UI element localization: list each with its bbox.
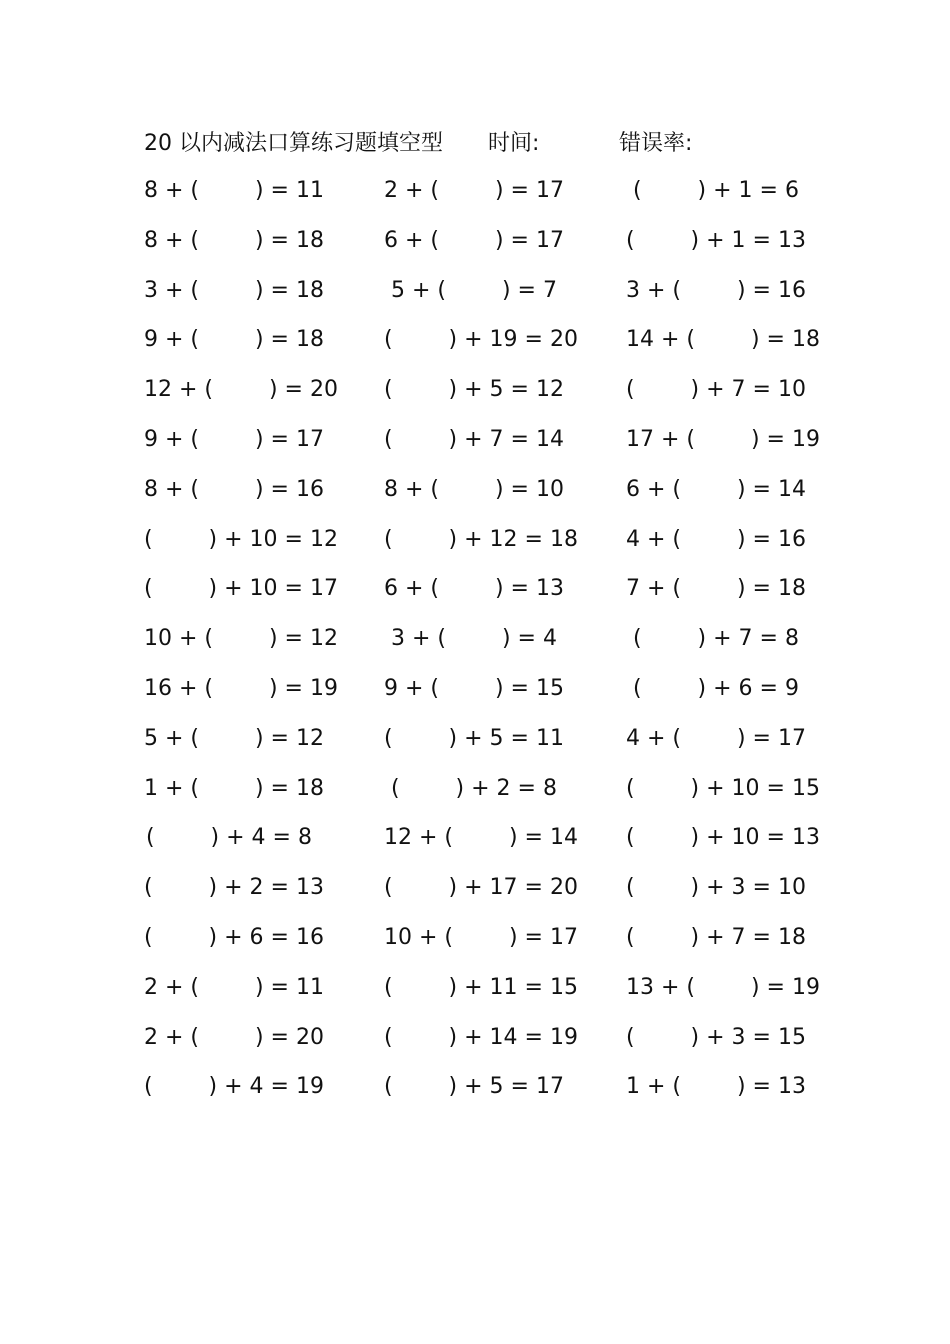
problem-item: 7 + ( ) = 18 xyxy=(626,576,806,602)
problem-item: ( ) + 11 = 15 xyxy=(384,974,578,1000)
problem-item: 2 + ( ) = 17 xyxy=(384,178,564,203)
problem-row xyxy=(0,1013,950,1063)
problem-item: ( ) + 6 = 9 xyxy=(633,675,799,701)
problem-row xyxy=(0,764,950,814)
problem-item: 10 + ( ) = 12 xyxy=(144,626,338,652)
problem-item: ( ) + 1 = 6 xyxy=(633,178,799,203)
problem-item: ( ) + 7 = 10 xyxy=(626,377,806,403)
problem-row xyxy=(0,863,950,913)
problem-item: 9 + ( ) = 18 xyxy=(144,327,324,353)
problem-item: ( ) + 14 = 19 xyxy=(384,1024,578,1050)
problem-item: 10 + ( ) = 17 xyxy=(384,924,578,950)
problem-row xyxy=(0,913,950,963)
problem-item: 8 + ( ) = 18 xyxy=(144,227,324,253)
problem-item: ( ) + 10 = 13 xyxy=(626,825,820,851)
problem-row xyxy=(0,216,950,266)
problem-item: 8 + ( ) = 16 xyxy=(144,476,324,502)
problem-row xyxy=(0,315,950,365)
problem-row xyxy=(0,963,950,1013)
problem-row xyxy=(0,564,950,614)
problem-item: 5 + ( ) = 12 xyxy=(144,725,324,751)
problem-row xyxy=(0,664,950,714)
problem-item: ( ) + 7 = 14 xyxy=(384,426,564,452)
problem-item: 16 + ( ) = 19 xyxy=(144,675,338,701)
problem-item: 14 + ( ) = 18 xyxy=(626,327,820,353)
time-label: 时间: xyxy=(488,131,540,156)
problem-item: ( ) + 10 = 12 xyxy=(144,526,338,552)
error-rate-label: 错误率: xyxy=(619,131,693,156)
problem-row xyxy=(0,266,950,316)
problem-item: ( ) + 6 = 16 xyxy=(144,924,324,950)
problem-item: 9 + ( ) = 17 xyxy=(144,426,324,452)
problem-row xyxy=(0,365,950,415)
problem-item: ( ) + 5 = 17 xyxy=(384,1074,564,1100)
problem-item: ( ) + 12 = 18 xyxy=(384,526,578,552)
problem-item: 3 + ( ) = 16 xyxy=(626,277,806,303)
problem-item: 5 + ( ) = 7 xyxy=(391,277,557,303)
problem-item: ( ) + 10 = 17 xyxy=(144,576,338,602)
problem-item: 17 + ( ) = 19 xyxy=(626,426,820,452)
problem-item: ( ) + 5 = 11 xyxy=(384,725,564,751)
problem-item: ( ) + 3 = 10 xyxy=(626,875,806,901)
problem-item: ( ) + 4 = 19 xyxy=(144,1074,324,1100)
problem-item: ( ) + 2 = 8 xyxy=(391,775,557,801)
problem-item: ( ) + 5 = 12 xyxy=(384,377,564,403)
problem-item: 4 + ( ) = 17 xyxy=(626,725,806,751)
problem-row xyxy=(0,465,950,515)
problem-item: 4 + ( ) = 16 xyxy=(626,526,806,552)
problem-item: ( ) + 10 = 15 xyxy=(626,775,820,801)
problem-item: ( ) + 7 = 18 xyxy=(626,924,806,950)
problem-item: 3 + ( ) = 4 xyxy=(391,626,557,652)
problem-item: 1 + ( ) = 18 xyxy=(144,775,324,801)
problem-row xyxy=(0,166,950,216)
problem-row xyxy=(0,415,950,465)
problem-row xyxy=(0,813,950,863)
problem-grid xyxy=(0,166,950,1112)
problem-item: 8 + ( ) = 11 xyxy=(144,178,324,203)
problem-item: 6 + ( ) = 14 xyxy=(626,476,806,502)
problem-item: 12 + ( ) = 20 xyxy=(144,377,338,403)
worksheet-header xyxy=(144,126,824,160)
problem-item: 2 + ( ) = 11 xyxy=(144,974,324,1000)
problem-item: ( ) + 19 = 20 xyxy=(384,327,578,353)
problem-item: 6 + ( ) = 17 xyxy=(384,227,564,253)
worksheet-title: 20 以内减法口算练习题填空型 xyxy=(144,131,443,156)
problem-row xyxy=(0,614,950,664)
problem-item: ( ) + 7 = 8 xyxy=(633,626,799,652)
problem-item: ( ) + 2 = 13 xyxy=(144,875,324,901)
problem-item: 9 + ( ) = 15 xyxy=(384,675,564,701)
problem-item: ( ) + 17 = 20 xyxy=(384,875,578,901)
problem-row xyxy=(0,714,950,764)
problem-item: 8 + ( ) = 10 xyxy=(384,476,564,502)
problem-row xyxy=(0,1062,950,1112)
problem-row xyxy=(0,515,950,565)
problem-item: 2 + ( ) = 20 xyxy=(144,1024,324,1050)
problem-item: ( ) + 4 = 8 xyxy=(146,825,312,851)
problem-item: 1 + ( ) = 13 xyxy=(626,1074,806,1100)
problem-item: ( ) + 1 = 13 xyxy=(626,227,806,253)
problem-item: 13 + ( ) = 19 xyxy=(626,974,820,1000)
problem-item: 3 + ( ) = 18 xyxy=(144,277,324,303)
problem-item: 6 + ( ) = 13 xyxy=(384,576,564,602)
problem-item: ( ) + 3 = 15 xyxy=(626,1024,806,1050)
problem-item: 12 + ( ) = 14 xyxy=(384,825,578,851)
